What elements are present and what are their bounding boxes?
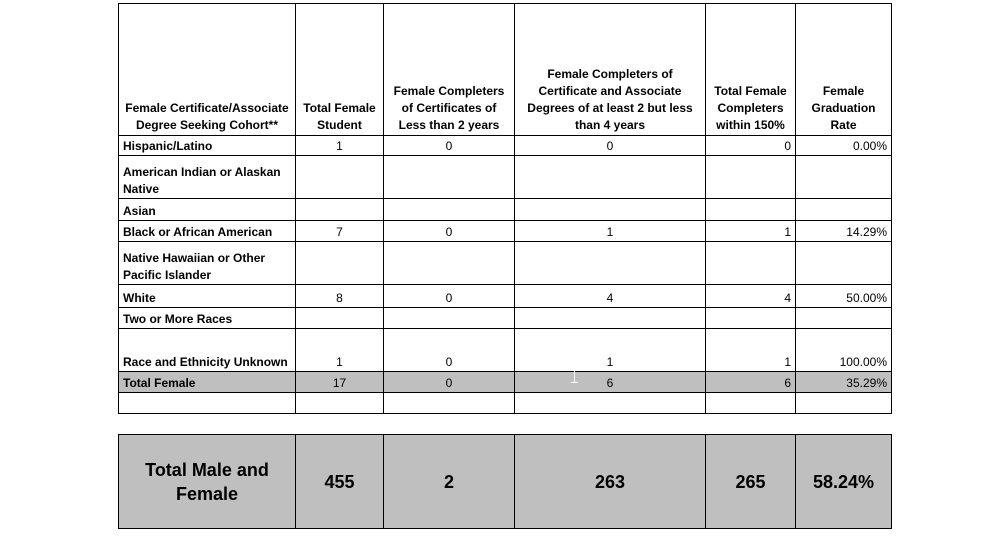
cell-lt2 [384,308,515,329]
row-label: Total Female [119,372,296,393]
cell-total [296,156,384,199]
cell-within150 [706,156,796,199]
empty-cell [296,393,384,414]
cell-total [296,308,384,329]
cell-within150: 4 [706,285,796,308]
grand-total-within150: 265 [706,435,796,529]
cell-2to4: 1 [515,221,706,242]
cell-rate: 35.29% [796,372,892,393]
grand-total-rate: 58.24% [796,435,892,529]
cell-total [296,242,384,285]
cell-within150: 1 [706,221,796,242]
cell-within150: 1 [706,329,796,372]
cell-total: 1 [296,136,384,156]
grand-total-students: 455 [296,435,384,529]
grand-total-2to4: 263 [515,435,706,529]
row-label: Native Hawaiian or Other Pacific Islander [119,242,296,285]
grand-total-lt2: 2 [384,435,515,529]
cell-2to4 [515,242,706,285]
cell-rate [796,156,892,199]
header-graduation-rate: Female Graduation Rate [796,4,892,136]
cell-2to4 [515,156,706,199]
cell-rate: 100.00% [796,329,892,372]
cell-rate: 14.29% [796,221,892,242]
cell-lt2 [384,242,515,285]
table-row [119,156,892,199]
header-total-student: Total Female Student [296,4,384,136]
total-female-row [119,372,892,393]
cell-within150: 6 [706,372,796,393]
cell-rate [796,199,892,221]
cell-total: 17 [296,372,384,393]
cell-2to4 [515,308,706,329]
table-row [119,199,892,221]
empty-cell [706,393,796,414]
grand-total-table [118,434,892,529]
row-label: White [119,285,296,308]
table-row [119,308,892,329]
cell-2to4: 1 [515,329,706,372]
cell-within150 [706,199,796,221]
cell-total: 8 [296,285,384,308]
table-row [119,242,892,285]
table-row [119,221,892,242]
cell-within150: 0 [706,136,796,156]
table-row [119,329,892,372]
cell-rate [796,242,892,285]
header-row [119,4,892,136]
header-completers-lt2: Female Completers of Certificates of Less than 2 years [384,4,515,136]
cell-2to4: 4 [515,285,706,308]
row-label: American Indian or Alaskan Native [119,156,296,199]
header-completers-150: Total Female Completers within 150% [706,4,796,136]
cell-total: 7 [296,221,384,242]
cell-within150 [706,308,796,329]
grand-total-row [119,435,892,529]
table-row [119,136,892,156]
row-label: Two or More Races [119,308,296,329]
cell-rate [796,308,892,329]
empty-cell [515,393,706,414]
cell-total [296,199,384,221]
cell-lt2: 0 [384,329,515,372]
empty-cell [796,393,892,414]
cell-rate: 0.00% [796,136,892,156]
table-row [119,285,892,308]
header-cohort: Female Certificate/Associate Degree Seeking Cohort** [119,4,296,136]
cell-lt2: 0 [384,136,515,156]
header-completers-2to4: Female Completers of Certificate and Associate Degrees of at least 2 but less than 4 years [515,4,706,136]
cell-lt2: 0 [384,372,515,393]
row-label: Asian [119,199,296,221]
cell-rate: 50.00% [796,285,892,308]
cell-lt2: 0 [384,221,515,242]
row-label: Race and Ethnicity Unknown [119,329,296,372]
cell-lt2: 0 [384,285,515,308]
empty-cell [119,393,296,414]
cell-2to4: 6 [515,372,706,393]
empty-row [119,393,892,414]
row-label: Black or African American [119,221,296,242]
grand-total-label: Total Male and Female [119,435,296,529]
cell-lt2 [384,199,515,221]
empty-cell [384,393,515,414]
cell-total: 1 [296,329,384,372]
cell-2to4: 0 [515,136,706,156]
row-label: Hispanic/Latino [119,136,296,156]
cell-lt2 [384,156,515,199]
cell-2to4 [515,199,706,221]
female-graduation-table [118,3,892,414]
text-cursor-icon [571,369,579,383]
cell-within150 [706,242,796,285]
